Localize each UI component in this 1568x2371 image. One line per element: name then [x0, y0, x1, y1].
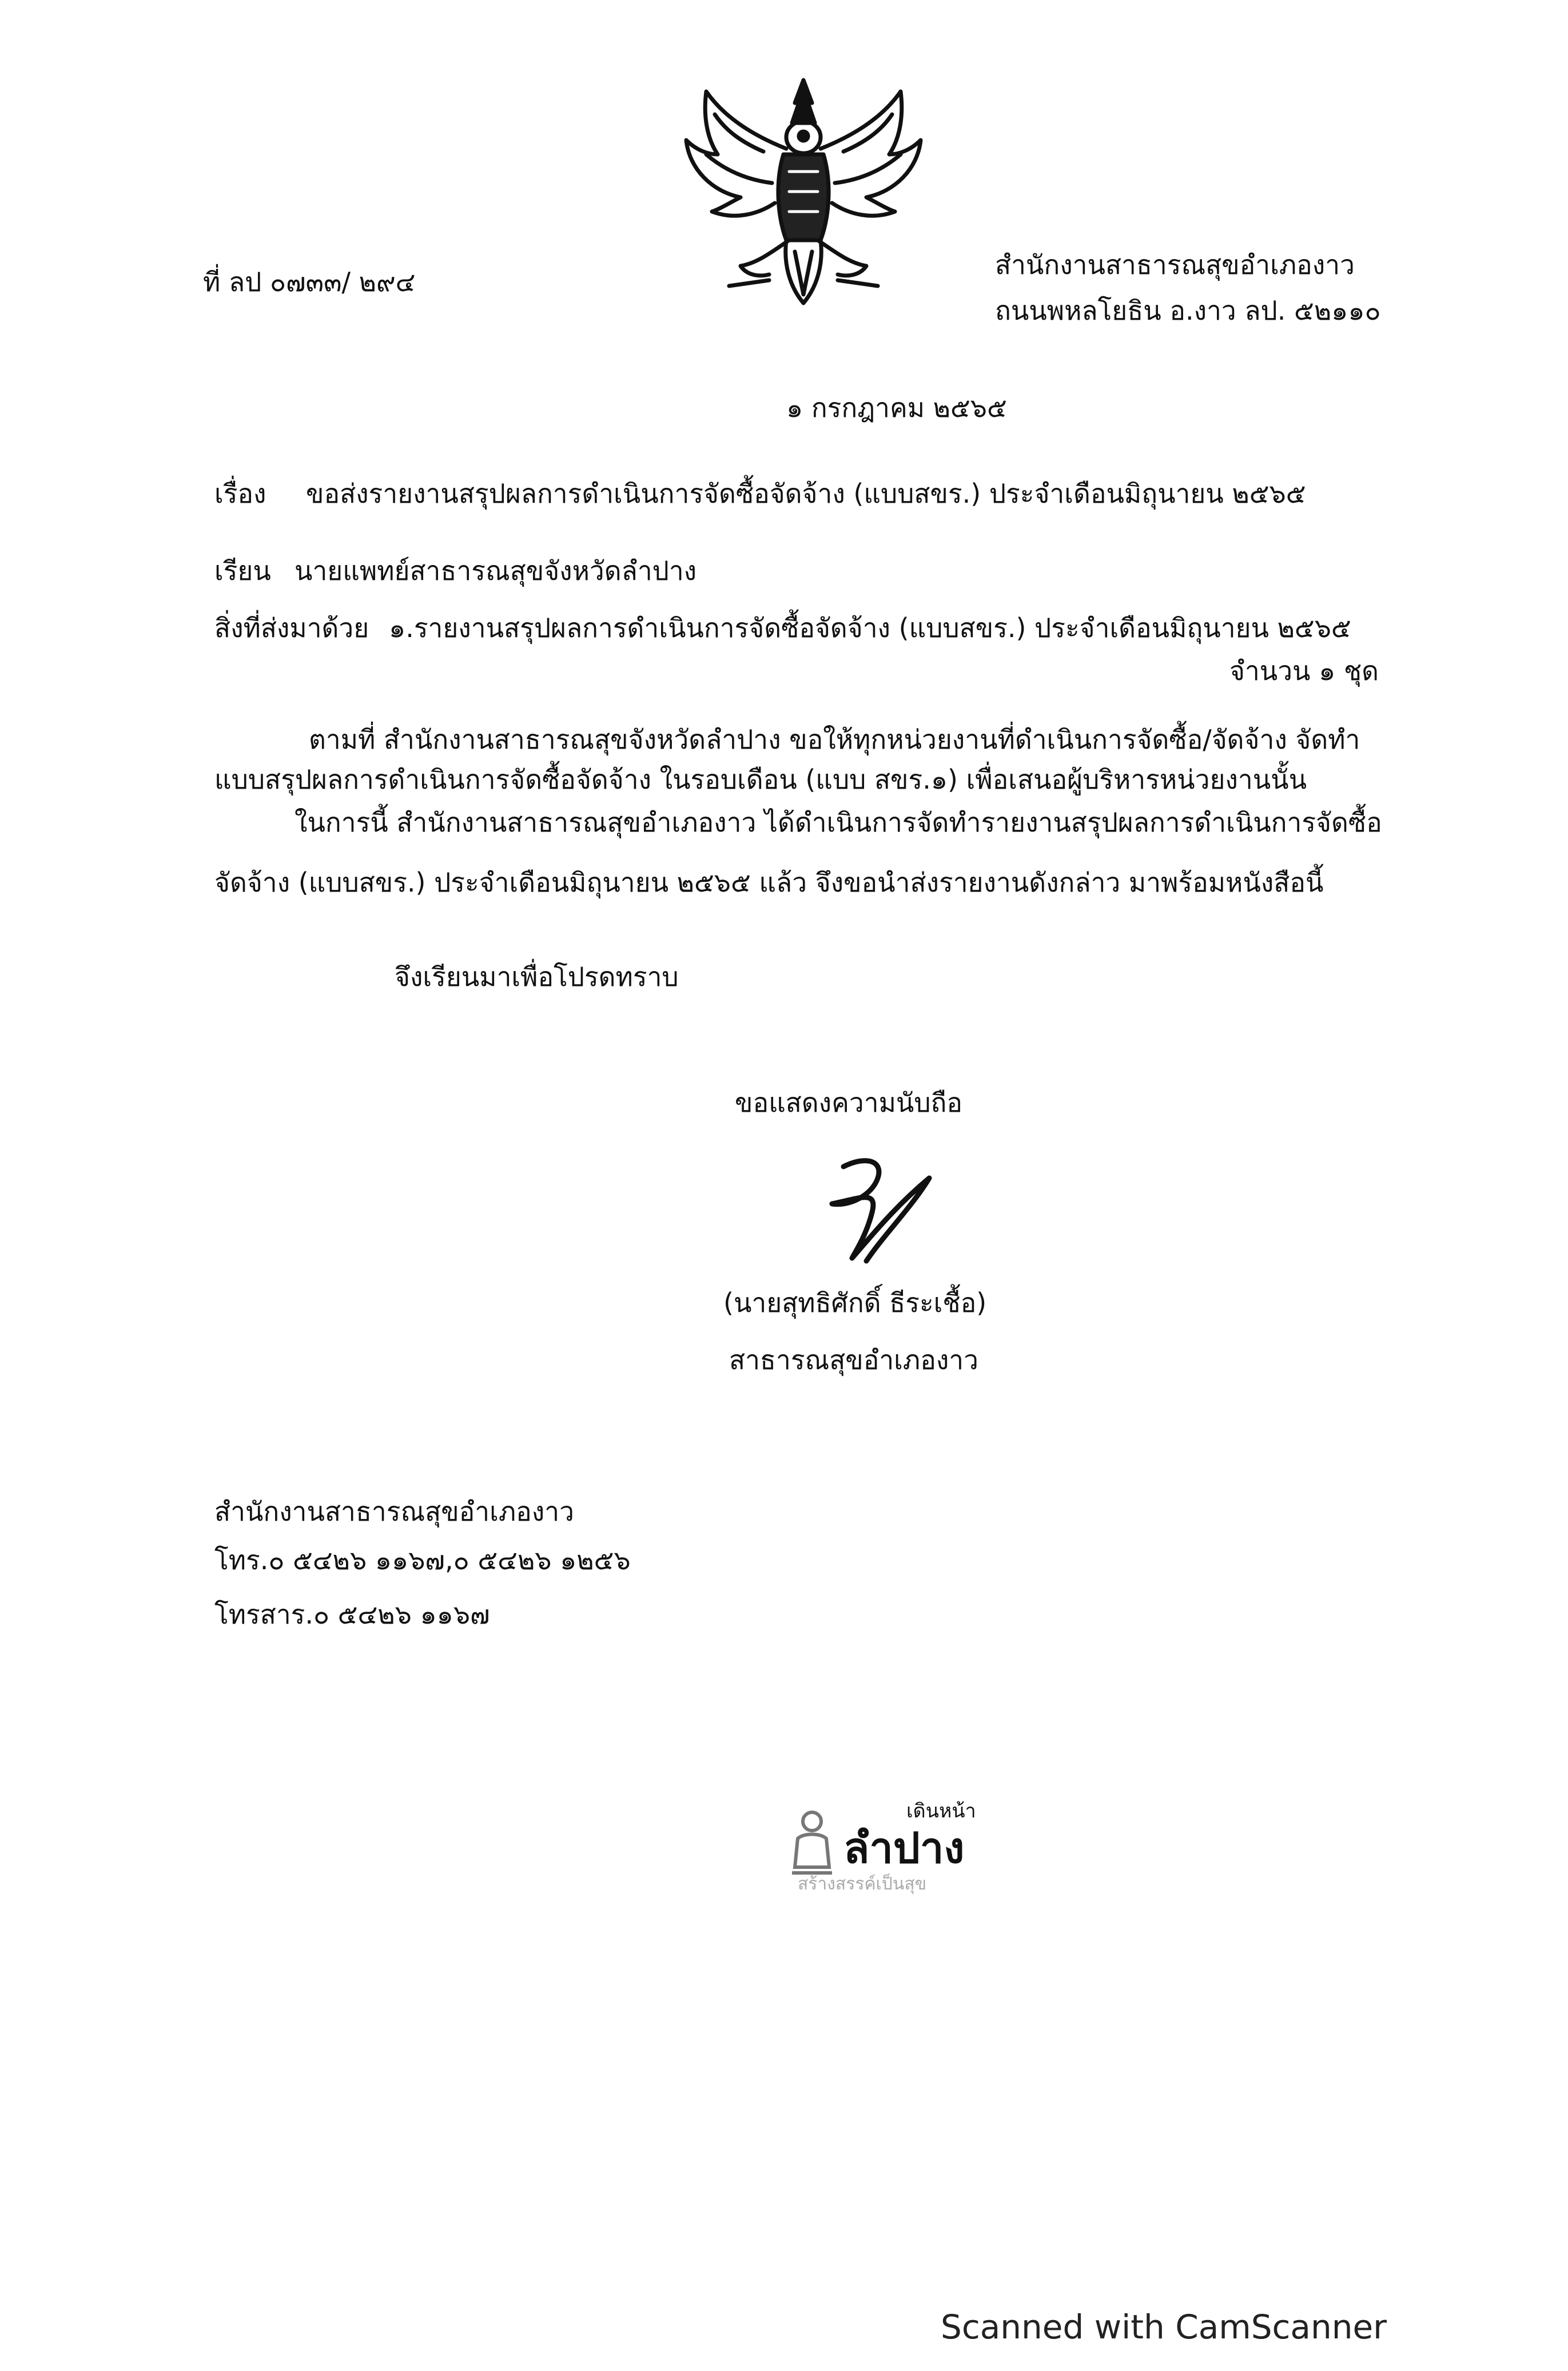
logo-top-text: เดินหน้า — [906, 1800, 976, 1823]
addressee-label: เรียน — [214, 555, 271, 586]
body-line-1: ตามที่ สำนักงานสาธารณสุขจังหวัดลำปาง ขอให้ทุกหน่วยงานที่ดำเนินการจัดซื้อ/จัดจ้าง จัดทำ — [309, 724, 1360, 755]
body-line-2: แบบสรุปผลการดำเนินการจัดซื้อจัดจ้าง ในรอบเดือน (แบบ สขร.๑) เพื่อเสนอผู้บริหารหน่วยงานนั้น — [214, 764, 1307, 795]
figure-icon — [781, 1804, 843, 1884]
enclosure-text: ๑.รายงานสรุปผลการดำเนินการจัดซื้อจัดจ้าง (แบบสขร.) ประจำเดือนมิถุนายน ๒๕๖๕ — [389, 612, 1351, 643]
addressee-text: นายแพทย์สาธารณสุขจังหวัดลำปาง — [295, 555, 697, 586]
office-name: สำนักงานสาธารณสุขอำเภองาว — [995, 249, 1355, 280]
office-address: ถนนพหลโยธิน อ.งาว ลป. ๕๒๑๑๐ — [995, 295, 1381, 326]
logo-bottom-text: สร้างสรรค์เป็นสุข — [798, 1874, 927, 1894]
camscanner-watermark: Scanned with CamScanner — [941, 2308, 1387, 2346]
signatory-name: (นายสุทธิศักดิ์ ธีระเชื้อ) — [723, 1287, 987, 1318]
complimentary-closing: ขอแสดงความนับถือ — [735, 1087, 963, 1118]
footer-fax: โทรสาร.๐ ๕๔๒๖ ๑๑๖๗ — [214, 1599, 490, 1630]
subject-text: ขอส่งรายงานสรุปผลการดำเนินการจัดซื้อจัดจ้าง (แบบสขร.) ประจำเดือนมิถุนายน ๒๕๖๕ — [306, 478, 1306, 509]
subject-label: เรื่อง — [214, 478, 266, 509]
logo-main-text: ลำปาง — [843, 1824, 965, 1873]
handwritten-signature-icon — [798, 1144, 946, 1270]
enclosure-label: สิ่งที่ส่งมาด้วย — [214, 612, 369, 643]
garuda-emblem-icon — [672, 69, 935, 315]
reference-number: ที่ ลป ๐๗๓๓/ ๒๙๔ — [203, 266, 416, 297]
footer-office: สำนักงานสาธารณสุขอำเภองาว — [214, 1496, 574, 1527]
lampang-campaign-logo — [781, 1781, 1021, 1901]
footer-phone: โทร.๐ ๕๔๒๖ ๑๑๖๗,๐ ๕๔๒๖ ๑๒๕๖ — [214, 1545, 631, 1576]
body-line-4: จัดจ้าง (แบบสขร.) ประจำเดือนมิถุนายน ๒๕๖๕ แล้ว จึงขอนำส่งรายงานดังกล่าว มาพร้อมหนังสือนี้ — [214, 867, 1324, 898]
document-date: ๑ กรกฎาคม ๒๕๖๕ — [786, 392, 1007, 423]
signatory-position: สาธารณสุขอำเภองาว — [729, 1344, 978, 1375]
enclosure-quantity: จำนวน ๑ ชุด — [1229, 655, 1379, 686]
closing-request: จึงเรียนมาเพื่อโปรดทราบ — [395, 961, 679, 992]
body-line-3: ในการนี้ สำนักงานสาธารณสุขอำเภองาว ได้ดำเนินการจัดทำรายงานสรุปผลการดำเนินการจัดซื้อ — [295, 807, 1382, 838]
